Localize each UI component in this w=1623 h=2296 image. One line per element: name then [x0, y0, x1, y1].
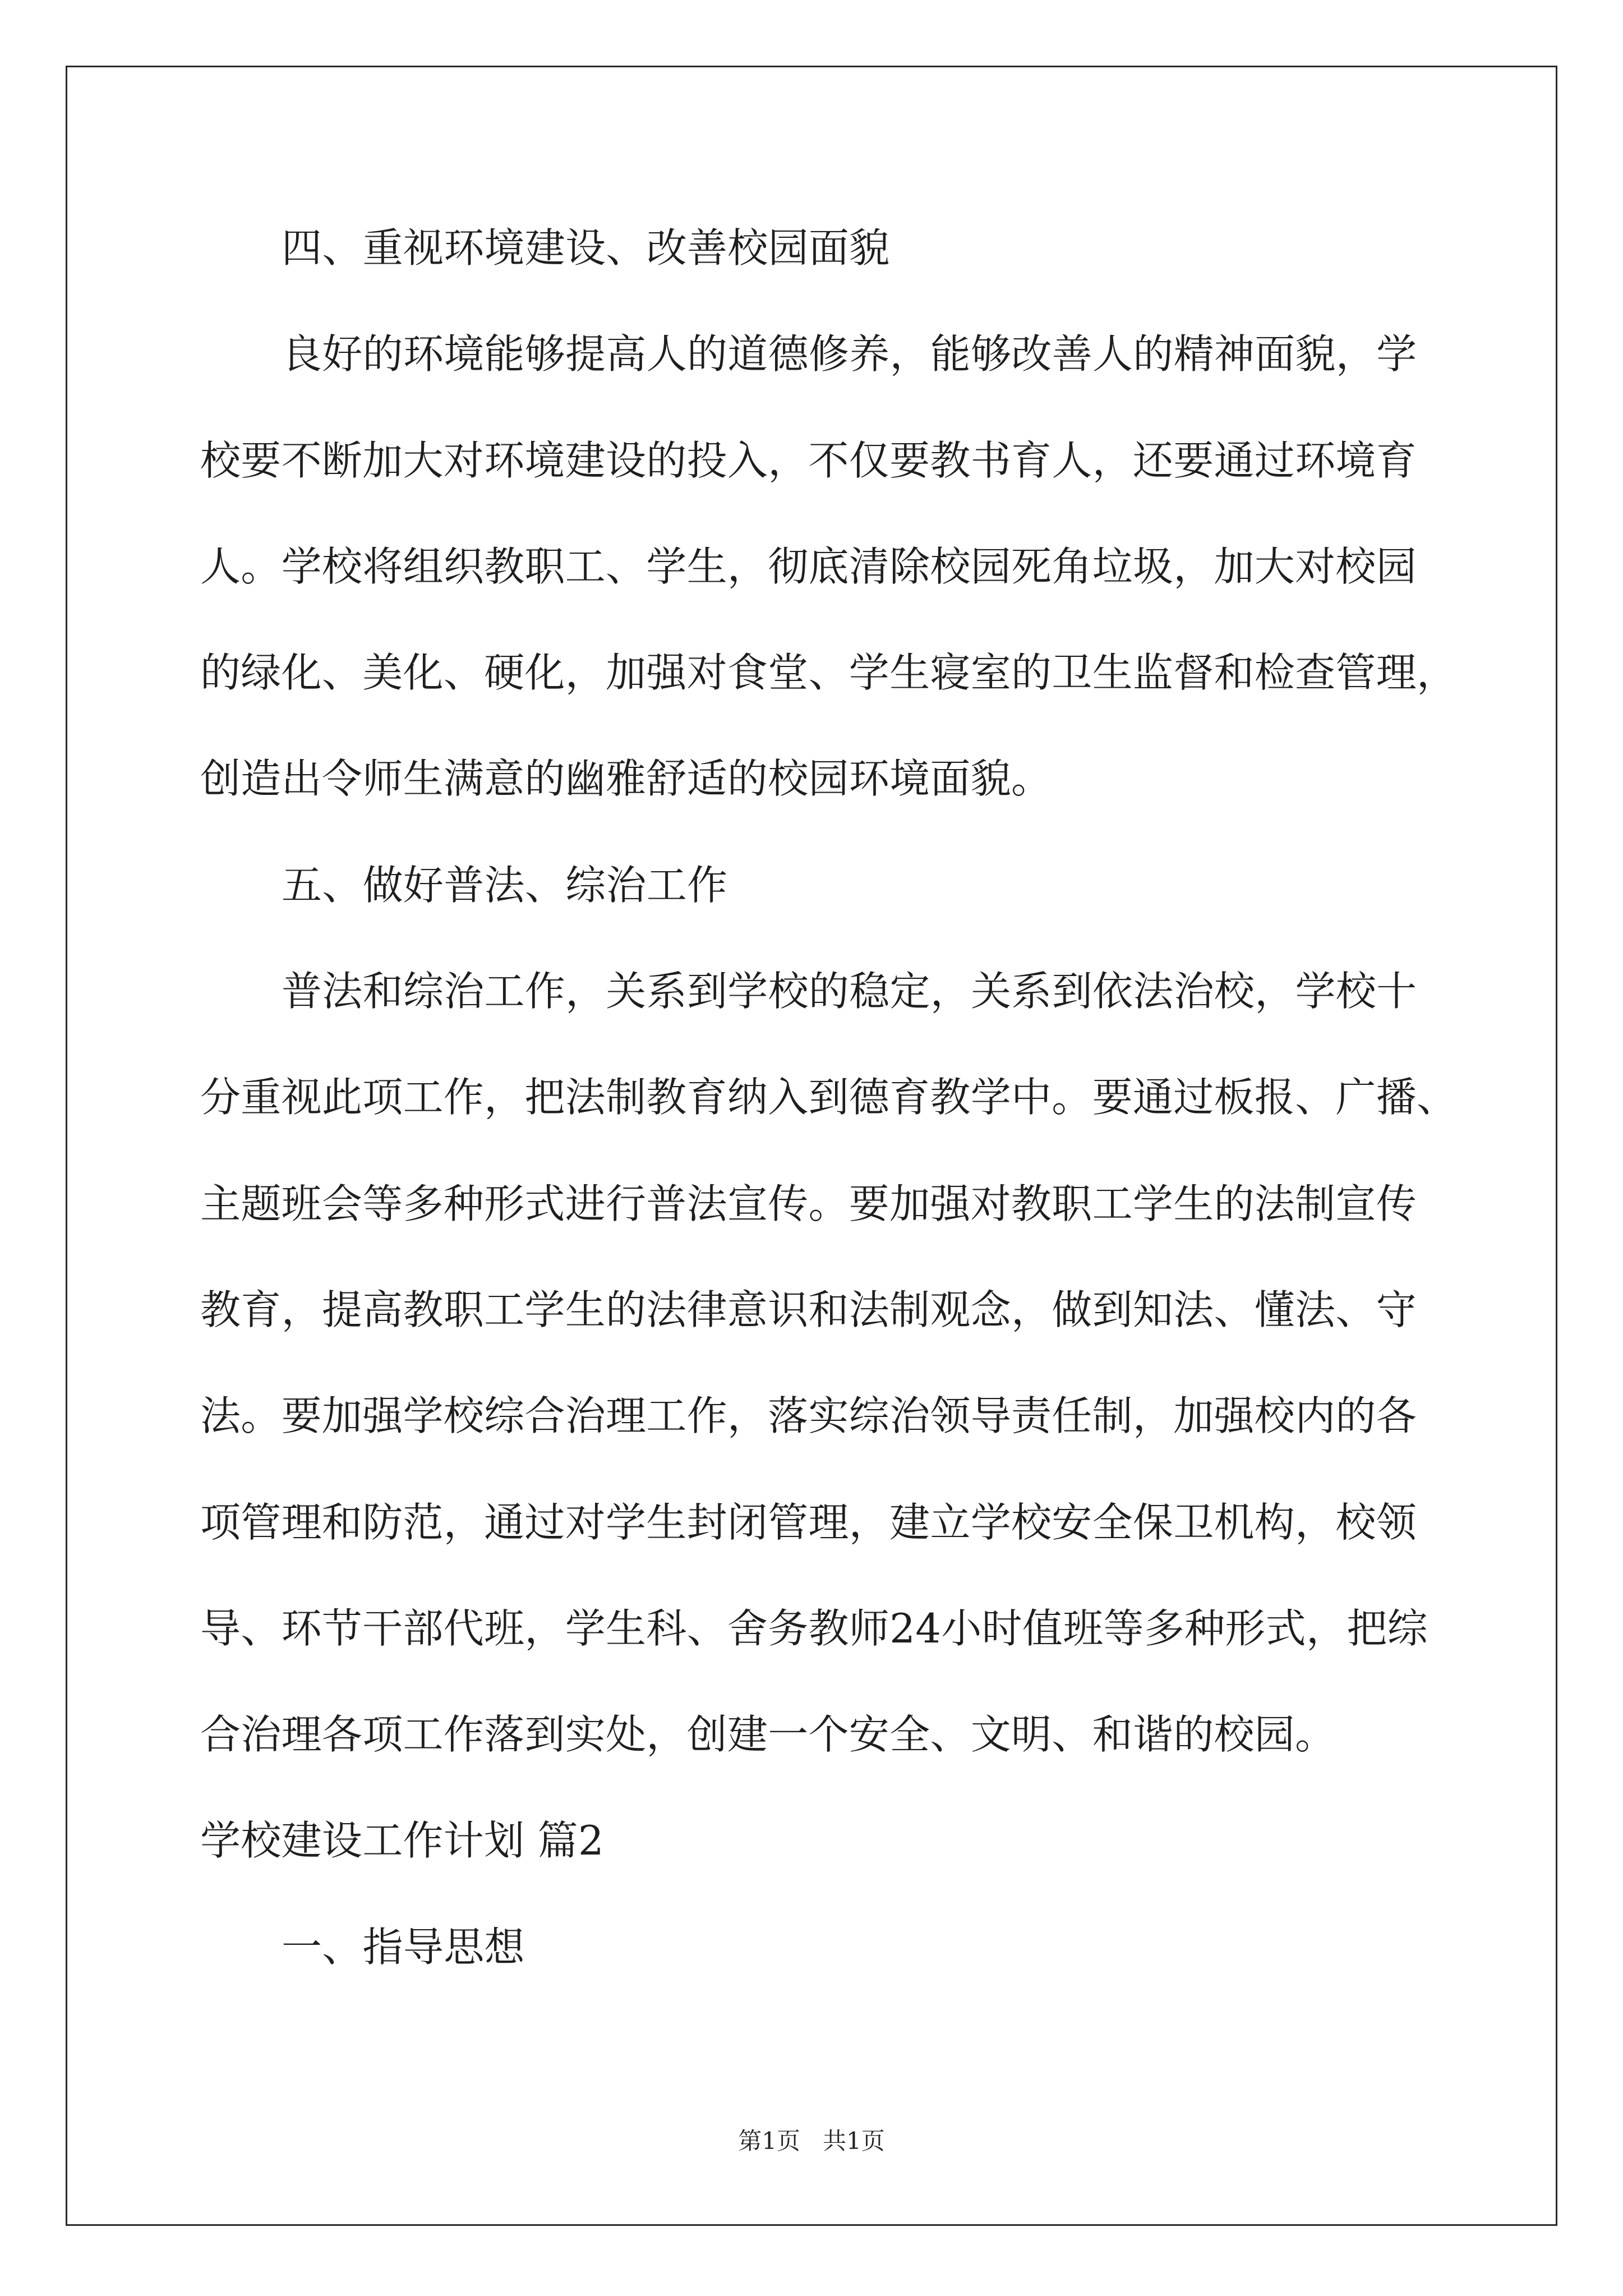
paragraph-line: 校要不断加大对环境建设的投入，不仅要教书育人，还要通过环境育: [200, 436, 1417, 484]
paragraph: [200, 938, 1535, 1788]
paragraph-line: 项管理和防范，通过对学生封闭管理，建立学校安全保卫机构，校领: [200, 1498, 1417, 1546]
paragraph-line: 良好的环境能够提高人的道德修养，能够改善人的精神面貌，学: [282, 330, 1417, 378]
paragraph-line: 教育，提高教职工学生的法律意识和法制观念，做到知法、懂法、守: [200, 1286, 1417, 1333]
section-heading: [200, 195, 1535, 301]
document-body: [200, 195, 1535, 2000]
page-number-footer: 第1页 共1页: [738, 2127, 885, 2155]
paragraph-line: 普法和综治工作，关系到学校的稳定，关系到依法治校，学校十: [282, 968, 1417, 1015]
heading-line: 一、指导思想: [282, 1923, 525, 1971]
section-heading: [200, 832, 1535, 938]
paragraph-line: 创造出令师生满意的幽雅舒适的校园环境面貌。: [200, 755, 1052, 803]
paragraph-line: 分重视此项工作，把法制教育纳入到德育教学中。要通过板报、广播、: [200, 1074, 1458, 1121]
title-line: 学校建设工作计划 篇2: [200, 1817, 604, 1865]
paragraph-line: 的绿化、美化、硬化，加强对食堂、学生寝室的卫生监督和检查管理，: [200, 649, 1458, 697]
paragraph-line: 法。要加强学校综合治理工作，落实综治领导责任制，加强校内的各: [200, 1392, 1417, 1440]
paragraph-line: 导、环节干部代班，学生科、舍务教师24小时值班等多种形式，把综: [200, 1604, 1428, 1652]
section-heading: [200, 1894, 1535, 2000]
heading-line: 四、重视环境建设、改善校园面貌: [282, 224, 890, 272]
heading-line: 五、做好普法、综治工作: [282, 861, 728, 909]
paragraph-line: 合治理各项工作落到实处，创建一个安全、文明、和谐的校园。: [200, 1711, 1336, 1759]
paragraph-line: 人。学校将组织教职工、学生，彻底清除校园死角垃圾，加大对校园: [200, 542, 1417, 590]
document-title: [200, 1788, 1535, 1894]
paragraph: [200, 301, 1535, 832]
paragraph-line: 主题班会等多种形式进行普法宣传。要加强对教职工学生的法制宣传: [200, 1180, 1417, 1227]
